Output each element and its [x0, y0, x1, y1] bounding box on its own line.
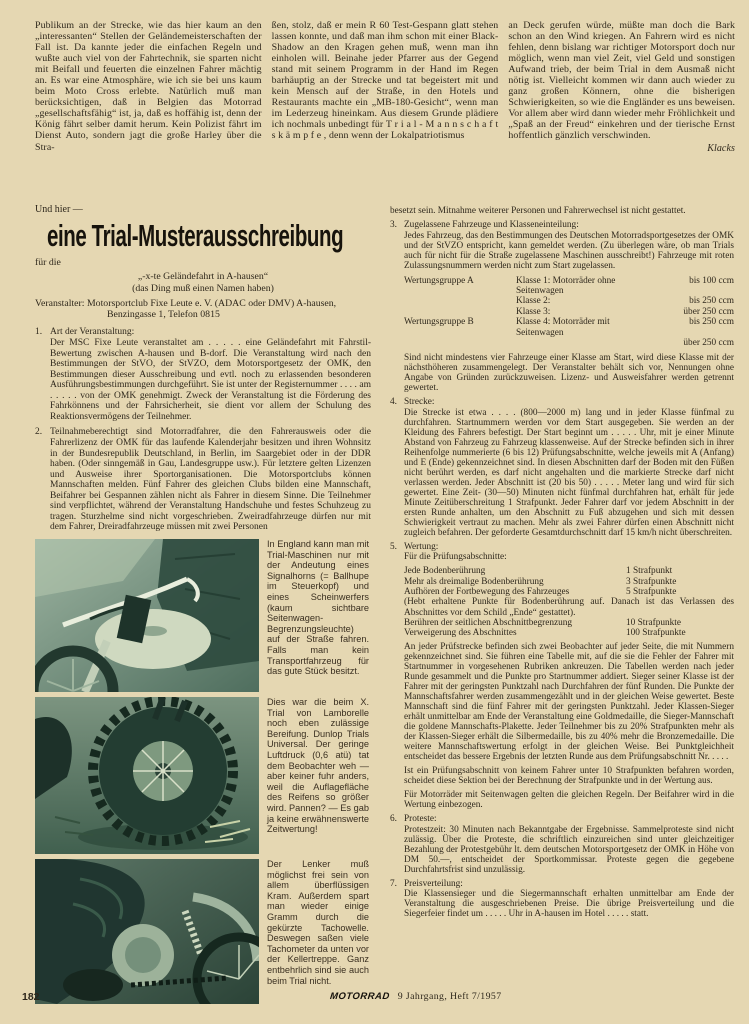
class-ccm: bis 250 ccm	[689, 317, 734, 328]
photo-trial-motorcycle	[35, 539, 259, 692]
rule-item-5-number: 5.	[390, 541, 397, 552]
rule-item-6-number: 6.	[390, 814, 397, 825]
class-group	[404, 338, 516, 348]
intro-article	[35, 20, 735, 153]
rule-item-5	[390, 542, 734, 811]
penalty-row	[404, 577, 734, 587]
rule-item-1-number: 1.	[35, 327, 43, 337]
rule-item-7-title: Preisverteilung:	[404, 878, 463, 889]
intro-column-1: Publikum an der Strecke, wie das hier kaum an den „interessanten“ Stellen der Geländemeisterschaften der Fall ist. Da kannte jeder die einfachen Regeln und wußte auch viel von der Fahrtechnik, sie sparten nicht mit Beifall und feuerten die einzelnen Fahrer mächtig an. Es war eine Atmosphäre, wie ich sie bei uns kaum beim Moto Cross erlebte. Natürlich muß man berücksichtigen, daß in Belgien das Motorrad „gesellschaftsfähig“ ist, ja, daß es hoffähig ist, denn der König fährt selber damit herum. Kein Polizist fährt im Dienst Auto, sondern jagt die große Harley über die Stra-	[35, 20, 262, 153]
photo-row-1	[35, 539, 369, 692]
rule-item-1	[35, 327, 371, 422]
class-label: Klasse 3:	[516, 306, 551, 317]
subtitle-fuer-die: für die	[35, 257, 61, 268]
rule-item-1-body: Der MSC Fixe Leute veranstaltet am . . . . . eine Geländefahrt mit Fahrstil-Bewertung zwischen A-hausen und B-dorf. Die Veranstaltung wird nach den Bestimmungen der StVO, der StVZO, dem Motorsportgesetz der OMK, den Bestimmungen dieser Ausschreibung und evtl. noch zu erlassenden besonderen Ausführungsbestimmungen durchgeführt. Sie ist unter der Registernummer . . . . am . . . . . von der OMK genehmigt. Zweck der Veranstaltung ist die Förderung des Fahrkönnens und der Fahrsicherheit, sie dient vor allem der Schulung des Reaktionsvermögens der Teilnehmer.	[50, 338, 371, 422]
penalty-label: Jede Bodenberührung	[404, 566, 486, 577]
rule-item-3-after: Sind nicht mindestens vier Fahrzeuge einer Klasse am Start, wird diese Klasse mit der nächsthöheren zusammengelegt. Der Veranstalter behält sich vor, Nennungen ohne Angabe von Gründen zurückzuweisen. Lizenz- und Ausweisfahrer werden getrennt gewertet.	[404, 353, 734, 394]
class-table-row	[404, 276, 734, 297]
photo-caption-3: Der Lenker muß möglichst frei sein von allem überflüssigen Kram. Außerdem spart man wieder einige Gramm durch die gekürzte Tachowelle. Deswegen saßen viele Tachometer da unten vor der Kellertreppe. Ganz entbehrlich sind sie auch beim Trial nicht.	[267, 859, 369, 986]
rule-item-7	[390, 879, 734, 920]
rule-item-4	[390, 397, 734, 538]
rule-item-7-body: Die Klassensieger und die Siegermannschaft erhalten unmittelbar am Ende der Veranstaltung die ausgeschriebenen Preise. Die übrige Preisverteilung und die Siegerfeier findet um . . . . . Uhr in A-hausen im Hotel . . . . . statt.	[404, 889, 734, 920]
rule-item-3	[390, 220, 734, 393]
penalty-value: 1 Strafpunkt	[626, 566, 673, 577]
penalty-value: 100 Strafpunkte	[626, 628, 686, 639]
class-table-row	[404, 296, 734, 306]
photo-trials-tire	[35, 697, 259, 854]
photo-rear-wheel-rider	[35, 859, 259, 1004]
class-group	[404, 296, 516, 306]
penalty-label: Berühren der seitlichen Abschnittbegrenzung	[404, 617, 573, 628]
photo-row-3	[35, 859, 369, 1004]
motorrad-logo: MOTORRAD	[329, 991, 391, 1002]
intro-column-2: ßen, stolz, daß er mein R 60 Test-Gespann glatt stehen lassen konnte, und daß man ihm schon mit einer Black-Shadow an den Kragen gehen muß, wenn man ihn einholen will. Beinahe jeder Pfarrer aus der Gegend stand mit seinem Programm in der Hand im Regen barhäuptig an der Strecke und tat begeistert mit und kein Mensch auf der Straße, in den Hotels und Restaurants machte ein „MB-180-Gesicht“, wenn man im Lederzeug hineinkam. Aus diesem Grunde plädiere ich nochmals unbedingt für T r i a l - M a n n s c h a f t s k ä m p f e , denn wenn der Lokalpatriotismus	[271, 20, 499, 142]
class-ccm: über 250 ccm	[683, 337, 734, 348]
penalty-note: (Hebt erhaltene Punkte für Bodenberührung auf. Danach ist das Verlassen des Abschnittes vor dem Schild „Ende“ gestattet).	[404, 597, 734, 618]
penalty-label: Aufhören der Fortbewegung des Fahrzeuges	[404, 586, 570, 597]
class-table	[404, 276, 734, 349]
organizer-line	[35, 298, 371, 320]
penalty-value: 5 Strafpunkte	[626, 586, 677, 597]
lead-in-text: Und hier —	[35, 204, 83, 215]
rule-item-1-title: Art der Veranstaltung:	[50, 327, 135, 337]
rule-item-5-para-2: Ist ein Prüfungsabschnitt von keinem Fahrer unter 10 Strafpunkten befahren worden, scheidet diese Sektion bei der Berechnung der Strafpunkte und in der Wertung aus.	[404, 766, 734, 787]
issue-info: 9 Jahrgang, Heft 7/1957	[397, 991, 502, 1002]
rule-item-4-title: Strecke:	[404, 397, 435, 408]
class-group	[404, 307, 516, 317]
issue-group	[330, 991, 502, 1002]
penalty-label: Mehr als dreimalige Bodenberührung	[404, 576, 544, 587]
rule-item-2-continuation: besetzt sein. Mitnahme weiterer Personen und Fahrerwechsel ist nicht gestattet.	[390, 206, 686, 216]
penalty-value: 10 Strafpunkte	[626, 617, 681, 628]
rule-item-5-para-1: An jeder Prüfstrecke befinden sich zwei Beobachter auf jeder Seite, die mit Nummern gekennzeichnet sind. Sie führen eine Tabelle mit, auf die sie die Fehler der Fahrer mit Startnummer in vorgesehenen Rubriken ankreuzen. Die Tabellen werden nach jeder Runde gesammelt und die Punkte pro Startnummer addiert. Sieger seiner Klasse ist der Fahrer mit der geringsten Punktzahl nach Durchfahren der fünf Runden. Die Punkte der Mannschaftsfahrer werden zusammengezählt und in der gleichen Weise gewertet. Beste Mannschaft sind die fünf Fahrer mit der geringsten Punktzahl. Jeder Klassen-Sieger erhält unmittelbar am Ende der Veranstaltung eine Goldmedaille, die Sieger-Mannschaft die goldene Mannschafts-Plakette. Jeder Teilnehmer bis zu 20% Strafpunkten mehr als der Klassen-Sieger erhält die Silbermedaille, bis zu 40% mehr die Bronzemedaille. Die weitere Mannschaftswertung erfolgt in der gleichen Weise. Bei Punktgleichheit entscheidet das bessere Ergebnis der letzten Runde aus dem Prüfungsabschnitt Nr. . . . .	[404, 642, 734, 763]
rule-item-3-number: 3.	[390, 220, 397, 230]
class-group: Wertungsgruppe A	[404, 275, 474, 286]
penalty-value: 3 Strafpunkte	[626, 576, 677, 587]
rule-item-6-body: Protestzeit: 30 Minuten nach Bekanntgabe der Ergebnisse. Sammelproteste sind nicht zulässig. Über die Proteste, die schriftlich einzureichen sind unter gleichzeitiger Bezahlung der Protestgebühr lt. dem deutschen Motorsportgesetz der OMK in Höhe von DM 50.—, entscheidet der Sportkommissar. Proteste gegen die gegebene Durchfahrtsfrist sind unzulässig.	[404, 824, 734, 875]
penalty-label: Verweigerung des Abschnittes	[404, 628, 517, 639]
class-label	[516, 338, 656, 348]
author-signature: Klacks	[707, 142, 736, 154]
class-group: Wertungsgruppe B	[404, 317, 474, 328]
rule-item-2	[35, 427, 371, 532]
rule-item-5-subtitle: Für die Prüfungsabschnitte:	[404, 552, 507, 563]
rule-item-6-title: Proteste:	[404, 814, 437, 825]
penalty-table	[404, 566, 734, 638]
class-label: Klasse 4: Motorräder mit Seitenwagen	[516, 317, 610, 338]
rule-item-4-body: Die Strecke ist etwa . . . . (800—2000 m) lang und in jeder Klasse fünfmal zu durchfahren. Startnummern werden vor dem Start ausgegeben. Sie werden an der Kleidung des Fahrers befestigt. Der Start beginnt um . . . . . Uhr, mit je einer Minute Abstand von Fahrzeug zu Fahrzeug klassenweise. Auf der Strecke befinden sich in ihrer Reihenfolge nummerierte (6 bis 12) Prüfungsabschnitte, welche jeweils mit A (Anfang) und E (Ende) gekennzeichnet sind. In diesen Abschnitten darf der Boden mit den Füßen nicht berührt werden, es darf nicht angehalten und die markierte Strecke darf nicht verlassen werden. Jeder Abschnitt ist (20 bis 50) . . . . . Meter lang und wird für sich gewertet. Eine Zeit- (30—50) Minuten nicht fünfmal durchfahren hat, erhält für jede Minute Zeitüberschreitung 1 Strafpunkt. Jeder Fahrer darf vor jedem Abschnitt in der ersten Runde anhalten, um den Abschnitt zu Fuß abzugehen und sich mit dessen Schwierigkeit vertraut zu machen. Mehr als zwei Fahrer dürfen einen Abschnitt nicht zugleich befahren. Der geforderte Gesamtdurchschnitt darf 15 km/h nicht überschreiten.	[404, 407, 734, 538]
class-label: Klasse 2:	[516, 296, 551, 307]
photo-row-2	[35, 697, 369, 854]
class-label: Klasse 1: Motorräder ohne Seitenwagen	[516, 275, 616, 296]
photo-caption-2: Dies war die beim X. Trial von Lamborelle noch eben zulässige Bereifung. Dunlop Trials Universal. Der geringe Luftdruck (0,6 atü) tat dem Beobachter weh — aber keiner fuhr anders, weil die Auflagefläche des Reifens so größer wird. Pannen? — Es gab ja keine erwähnenswerte Zeitwertung!	[267, 697, 369, 835]
rule-item-7-number: 7.	[390, 878, 397, 889]
rule-item-3-body: Jedes Fahrzeug, das den Bestimmungen des Deutschen Motorradsportgesetzes der OMK und der StVZO entspricht, kann gemeldet werden. (Zu überlegen wäre, ob man Trials auch für nicht für die Straße zugelassene Maschinen ausschreibt!) Fahrzeuge mit roten Zulassungsnummern werden nicht zum Start zugelassen.	[404, 230, 734, 271]
penalty-row	[404, 628, 734, 638]
rule-item-2-body: Teilnahmeberechtigt sind Motorradfahrer, die den Fahrerausweis oder die Fahrerlizenz der OMK für das laufende Kalenderjahr besitzen und ihren Wohnsitz in der Bundesrepublik Deutschland, in Berlin, im Saargebiet oder in der DDR haben. (Oder sinngemäß in Gau, Landesgruppe usw.). Für letztere gelten Lizenzen und Ausweise ihrer Sportorganisationen. Die Motorsportclubs können Mannschaften melden. Fünf Fahrer des gleichen Clubs bilden eine Mannschaft, Beifahrer bei Gespannen zählen nicht als Fahrer in diesem Sinne. Die Teilnehmer sind verpflichtet, während der Veranstaltung Handschuhe und festes Schuhzeug zu tragen. Sturzhelme sind nicht vorgeschrieben. Zweiradfahrzeuge dürfen nur mit dem Fahrer, Dreiradfahrzeuge müssen mit zwei Personen	[50, 427, 371, 533]
rule-item-4-number: 4.	[390, 397, 397, 408]
page-footer	[0, 989, 749, 1009]
announcement-right-column	[390, 206, 734, 923]
event-name-note: (das Ding muß einen Namen haben)	[132, 282, 274, 294]
class-ccm: über 250 ccm	[683, 306, 734, 317]
photo-caption-1: In England kann man mit Trial-Maschinen nur mit der Andeutung eines Signalhorns (= Ballhupe im Steuerkopf) und eines Scheinwerfers (kaum sichtbare Seitenwagen-Begrenzungsleuchte) auf der Straße fahren. Falls man kein Transportfahrzeug für das gute Stück besitzt.	[267, 539, 369, 677]
rule-item-3-title: Zugelassene Fahrzeuge und Klasseneinteilung:	[404, 220, 579, 230]
class-table-row	[404, 307, 734, 317]
class-ccm: bis 250 ccm	[689, 296, 734, 307]
rule-item-5-title: Wertung:	[404, 541, 439, 552]
class-table-row	[404, 338, 734, 348]
class-ccm: bis 100 ccm	[689, 275, 734, 286]
penalty-row	[404, 618, 734, 628]
intro-column-3-text: an Deck gerufen würde, müßte man doch die Bark schon an den Wind kriegen. An Fahrern wird es nicht fehlen, denn bislang war richtiger Motorsport doch nur möglich, wenn man viel Zeit, viel Geld und sonstigen Aufwand trieb, der beim Trial in dem Ausmaß nicht nötig ist. Vielleicht kommen wir dann auch wieder zu ganz großen Könnern, ohne die bisherigen Schwierigkeiten, so wie die Engländer es uns beweisen. Vor allem aber wird dann wieder mehr Fröhlichkeit und „Spaß an der Freud“ einkehren und der tierische Ernst hoffentlich gänzlich verschwinden.	[508, 20, 736, 142]
intro-column-3	[508, 20, 735, 153]
rule-item-6	[390, 814, 734, 875]
page-number: 182	[22, 991, 40, 1003]
page-title: eine Trial-Musterausschreibung	[47, 218, 344, 253]
penalty-row	[404, 587, 734, 597]
photo-column	[35, 539, 369, 1009]
class-table-row	[404, 317, 734, 338]
announcement-left-column	[35, 204, 371, 538]
organizer-text: Motorsportclub Fixe Leute e. V. (ADAC oder DMV) A-hausen, Benzingasse 1, Telefon 0815	[84, 298, 337, 320]
rule-item-5-para-3: Für Motorräder mit Seitenwagen gelten die gleichen Regeln. Der Beifahrer wird in die Wertung einbezogen.	[404, 790, 734, 811]
organizer-label: Veranstalter:	[35, 298, 85, 309]
event-name: „-x-te Geländefahrt in A-hausen“	[137, 271, 269, 282]
penalty-row	[404, 566, 734, 576]
rule-item-2-number: 2.	[35, 427, 43, 438]
